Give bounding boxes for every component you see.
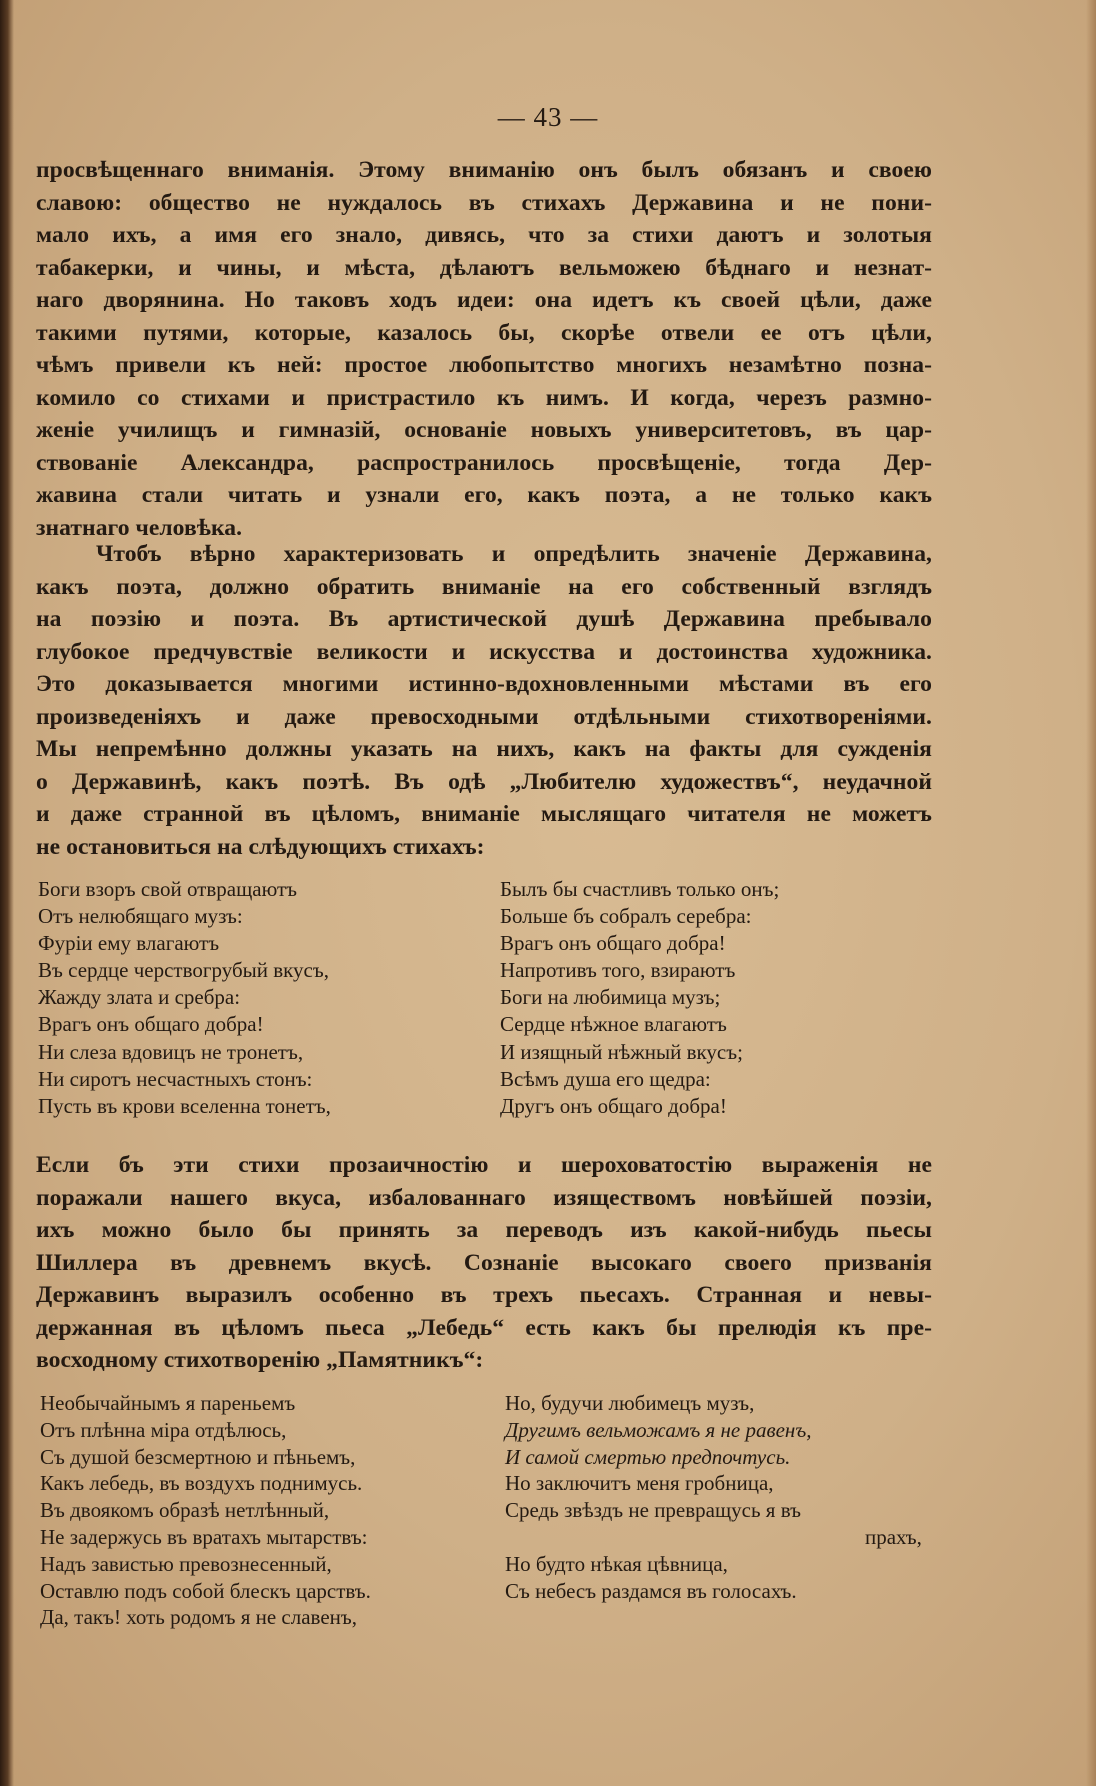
text-line: такими путями, которые, казалось бы, скорѣе отвели ее отъ цѣли, — [36, 319, 932, 346]
verse-line: Врагъ онъ общаго добра! — [500, 931, 726, 956]
verse-line: Боги на любимица музъ; — [500, 985, 721, 1010]
text-line: на поэзію и поэта. Въ артистической душѣ Державина пребывало — [36, 606, 932, 632]
text-line: не остановиться на слѣдующихъ стихахъ: — [36, 833, 485, 860]
text-line: держанная въ цѣломъ пьеса „Лебедь“ есть какъ бы прелюдія къ пре- — [36, 1314, 932, 1341]
text-line: Это доказывается многими истинно-вдохновленными мѣстами въ его — [36, 671, 932, 697]
verse-line: Боги взоръ свой отвращаютъ — [38, 877, 298, 901]
paragraph-3 — [36, 1149, 932, 1377]
verse-line: Необычайнымъ я пареньемъ — [40, 1391, 296, 1415]
text-line: чѣмъ привели къ ней: простое любопытство многихъ незамѣтно позна- — [36, 352, 932, 378]
text-line: жавина стали читать и узнали его, какъ поэта, а не только какъ — [36, 482, 932, 508]
text-line: восходному стихотворенію „Памятникъ“: — [36, 1347, 484, 1373]
verse-line: Но заключитъ меня гробница, — [505, 1471, 774, 1496]
poem-2-left-column — [40, 1390, 371, 1631]
text-line: комило со стихами и пристрастило къ нимъ. И когда, черезъ размно- — [36, 384, 932, 411]
poem-2-right-column — [505, 1390, 922, 1604]
text-line: мало ихъ, а имя его знало, дивясь, что за стихи даютъ и золотыя — [36, 222, 932, 248]
verse-line: Ни сиротъ несчастныхъ стонъ: — [38, 1066, 313, 1091]
verse-line: Не задержусь въ вратахъ мытарствъ: — [40, 1524, 368, 1549]
text-line: Чтобъ вѣрно характеризовать и опредѣлить значеніе Державина, — [96, 541, 932, 567]
text-line: какъ поэта, должно обратить вниманіе на его собственный взглядъ — [36, 573, 932, 600]
text-line: глубокое предчувствіе великости и искусства и достоинства художника. — [36, 638, 932, 665]
paragraph-2 — [36, 538, 932, 863]
page-edge — [1086, 0, 1096, 1786]
verse-line-continuation: прахъ, — [865, 1524, 922, 1549]
poem-1-left-column — [38, 876, 331, 1120]
verse-line: Да, такъ! хоть родомъ я не славенъ, — [40, 1605, 358, 1630]
verse-line-italic: И самой смертью предпочтусь. — [505, 1444, 791, 1469]
text-line: поражали нашего вкуса, избалованнаго изяществомъ новѣйшей поэзіи, — [36, 1184, 932, 1211]
verse-line-italic: Другимъ вельможамъ я не равенъ, — [505, 1417, 812, 1442]
text-line: и даже странной въ цѣломъ, вниманіе мыслящаго читателя не можетъ — [36, 801, 932, 827]
verse-line: Съ небесъ раздамся въ голосахъ. — [505, 1578, 797, 1603]
verse-line: Ни слеза вдовицъ не тронетъ, — [38, 1039, 304, 1064]
verse-line: Но будто нѣкая цѣвница, — [505, 1551, 728, 1576]
verse-line: Отъ нелюбящаго музъ: — [38, 904, 243, 929]
verse-line: Надъ завистью превознесенный, — [40, 1551, 332, 1576]
verse-line: Врагъ онъ общаго добра! — [38, 1012, 264, 1037]
page-number: — 43 — — [497, 102, 599, 132]
verse-line: Всѣмъ душа его щедра: — [500, 1066, 711, 1091]
verse-line: Средь звѣздъ не превращусь я въ — [505, 1498, 801, 1523]
text-line: славою: общество не нуждалось въ стихахъ Державина и не пони- — [36, 189, 932, 216]
verse-line: Жажду злата и сребра: — [38, 985, 241, 1010]
text-line: табакерки, и чины, и мѣста, дѣлаютъ вельможею бѣднаго и незнат- — [36, 254, 932, 281]
text-line: Если бъ эти стихи прозаичностію и шероховатостію выраженія не — [36, 1152, 932, 1178]
verse-line: Пусть въ крови вселенна тонетъ, — [38, 1093, 331, 1118]
text-line: ихъ можно было бы принять за переводъ изъ какой-нибудь пьесы — [36, 1217, 932, 1243]
verse-line: Но, будучи любимецъ музъ, — [505, 1391, 755, 1415]
verse-line: Какъ лебедь, въ воздухъ поднимусь. — [40, 1471, 363, 1496]
book-spine-shadow — [0, 0, 14, 1786]
text-line: Мы непремѣнно должны указать на нихъ, какъ на факты для сужденія — [36, 736, 932, 762]
verse-line: Съ душой безсмертною и пѣньемъ, — [40, 1444, 356, 1469]
verse-line: Былъ бы счастливъ только онъ; — [500, 877, 780, 901]
verse-line: Больше бъ собралъ серебра: — [500, 904, 752, 929]
verse-line: Сердце нѣжное влагаютъ — [500, 1012, 727, 1037]
verse-line: Оставлю подъ собой блескъ царствъ. — [40, 1578, 371, 1603]
text-line: просвѣщеннаго вниманія. Этому вниманію онъ былъ обязанъ и своею — [36, 157, 932, 183]
text-line: ствованіе Александра, распространилось просвѣщеніе, тогда Дер- — [36, 449, 932, 476]
verse-line: Напротивъ того, взираютъ — [500, 958, 736, 983]
verse-line: Въ двоякомъ образѣ нетлѣнный, — [40, 1498, 330, 1523]
text-line: о Державинѣ, какъ поэтѣ. Въ одѣ „Любителю художествъ“, неудачной — [36, 768, 932, 795]
verse-line: Отъ плѣнна міра отдѣлюсь, — [40, 1417, 287, 1442]
verse-line: Фуріи ему влагаютъ — [38, 931, 220, 956]
text-line: наго дворянина. Но таковъ ходъ идеи: она идетъ къ своей цѣли, даже — [36, 287, 932, 313]
verse-line: И изящный нѣжный вкусъ; — [500, 1039, 743, 1064]
verse-line: Въ сердце черствогрубый вкусъ, — [38, 958, 329, 983]
text-line: Шиллера въ древнемъ вкусѣ. Сознаніе высокаго своего призванія — [36, 1249, 932, 1276]
text-line: Державинъ выразилъ особенно въ трехъ пьесахъ. Странная и невы- — [36, 1282, 932, 1308]
paragraph-1 — [36, 154, 932, 544]
text-line: произведеніяхъ и даже превосходными отдѣльными стихотвореніями. — [36, 703, 932, 730]
text-line: знатнаго человѣка. — [36, 514, 243, 541]
verse-line: Другъ онъ общаго добра! — [500, 1093, 727, 1118]
poem-1-right-column — [500, 876, 779, 1120]
text-line: женіе училищъ и гимназій, основаніе новыхъ университетовъ, въ цар- — [36, 417, 932, 443]
